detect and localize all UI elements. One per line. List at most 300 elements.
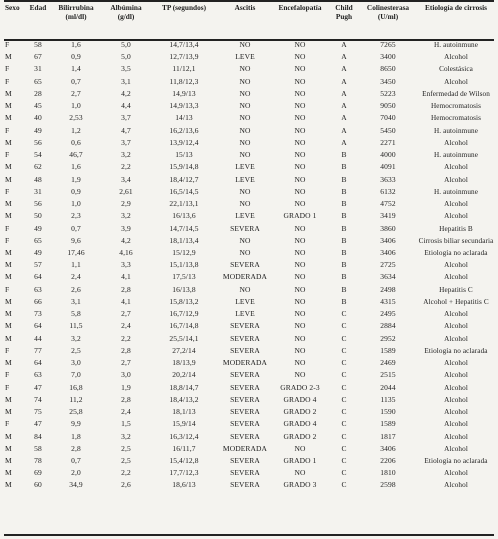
cell-albumina: 2,2 bbox=[121, 162, 131, 172]
cell-ascitis: NO bbox=[239, 235, 251, 245]
table-row bbox=[3, 39, 495, 51]
cell-bilirrubina: 2,4 bbox=[71, 272, 81, 282]
cell-child-pugh: A bbox=[341, 113, 347, 123]
cell-sexo: M bbox=[5, 309, 12, 319]
cell-ascitis: MODERADA bbox=[222, 358, 268, 368]
bottom-rule bbox=[4, 534, 494, 536]
cell-sexo: M bbox=[5, 407, 12, 417]
cell-tp: 18,4/13,2 bbox=[169, 394, 199, 404]
cell-sexo: M bbox=[5, 431, 12, 441]
cell-bilirrubina: 17,46 bbox=[67, 247, 85, 257]
cell-sexo: F bbox=[5, 40, 10, 49]
cell-sexo: M bbox=[5, 88, 12, 98]
cell-albumina: 2,61 bbox=[119, 186, 133, 196]
cell-colinesterasa: 1135 bbox=[380, 394, 396, 404]
cell-edad: 77 bbox=[34, 345, 42, 355]
cell-encefalopatia: GRADO 2 bbox=[283, 431, 317, 441]
cell-sexo: M bbox=[5, 211, 12, 221]
cell-edad: 60 bbox=[34, 480, 42, 490]
cell-sexo: F bbox=[5, 76, 10, 86]
cell-albumina: 2,7 bbox=[121, 309, 131, 319]
cell-albumina: 3,3 bbox=[121, 260, 131, 270]
cell-sexo: M bbox=[5, 296, 12, 306]
cell-encefalopatia: GRADO 1 bbox=[283, 211, 317, 221]
cell-albumina: 4,7 bbox=[121, 125, 131, 135]
cell-child-pugh: C bbox=[341, 358, 347, 368]
cell-albumina: 3,7 bbox=[121, 137, 131, 147]
cell-child-pugh: B bbox=[341, 150, 347, 160]
cell-child-pugh: C bbox=[341, 455, 347, 465]
cell-albumina: 3,7 bbox=[121, 113, 131, 123]
cell-bilirrubina: 7,0 bbox=[71, 370, 81, 380]
cell-sexo: M bbox=[5, 443, 12, 453]
cell-bilirrubina: 0,9 bbox=[71, 186, 81, 196]
table-row bbox=[3, 149, 495, 161]
cell-etiologia: Alcohol bbox=[444, 420, 468, 429]
cell-albumina: 5,0 bbox=[121, 40, 131, 49]
cell-sexo: F bbox=[5, 284, 10, 294]
cell-ascitis: NO bbox=[239, 137, 251, 147]
cell-albumina: 3,2 bbox=[121, 211, 131, 221]
cell-colinesterasa: 3406 bbox=[380, 247, 396, 257]
cell-albumina: 2,2 bbox=[121, 468, 131, 478]
cell-bilirrubina: 0,7 bbox=[71, 76, 81, 86]
table-header bbox=[3, 2, 495, 39]
cell-child-pugh: C bbox=[341, 394, 347, 404]
cell-encefalopatia: NO bbox=[294, 174, 306, 184]
cell-sexo: M bbox=[5, 455, 12, 465]
table-row bbox=[3, 418, 495, 430]
cell-edad: 48 bbox=[34, 174, 42, 184]
cell-bilirrubina: 1,9 bbox=[71, 174, 81, 184]
cell-child-pugh: C bbox=[341, 431, 347, 441]
cell-child-pugh: C bbox=[341, 333, 347, 343]
header-ascitis: Ascitis bbox=[234, 3, 256, 12]
cell-colinesterasa: 7040 bbox=[380, 113, 396, 123]
cell-colinesterasa: 6132 bbox=[380, 186, 396, 196]
cell-etiologia: Alcohol bbox=[444, 310, 468, 319]
cell-edad: 64 bbox=[34, 321, 42, 331]
cell-etiologia: Hemocromatosis bbox=[430, 114, 482, 123]
cell-child-pugh: B bbox=[341, 296, 347, 306]
cell-child-pugh: C bbox=[341, 309, 347, 319]
cell-etiologia: Alcohol bbox=[444, 432, 468, 441]
header-colinesterasa: Colinesterasa (U/ml) bbox=[366, 3, 410, 21]
cell-ascitis: SEVERA bbox=[230, 394, 260, 404]
cell-tp: 15,4/12,8 bbox=[169, 455, 199, 465]
cell-bilirrubina: 2,0 bbox=[71, 468, 81, 478]
cell-colinesterasa: 2044 bbox=[380, 382, 396, 392]
cell-sexo: M bbox=[5, 333, 12, 343]
cell-child-pugh: B bbox=[341, 223, 347, 233]
cell-child-pugh: B bbox=[341, 272, 347, 282]
cell-albumina: 2,2 bbox=[121, 333, 131, 343]
cell-sexo: M bbox=[5, 247, 12, 257]
table-row bbox=[3, 345, 495, 357]
cell-sexo: M bbox=[5, 162, 12, 172]
cell-child-pugh: B bbox=[341, 211, 347, 221]
cell-tp: 18,6/13 bbox=[172, 480, 196, 490]
cell-encefalopatia: NO bbox=[294, 284, 306, 294]
cell-colinesterasa: 3634 bbox=[380, 272, 396, 282]
cell-edad: 28 bbox=[34, 88, 42, 98]
cell-ascitis: NO bbox=[239, 101, 251, 111]
cell-colinesterasa: 3400 bbox=[380, 52, 396, 62]
cell-tp: 16,5/14,5 bbox=[169, 186, 199, 196]
cell-child-pugh: B bbox=[341, 235, 347, 245]
cell-etiologia: Alcohol bbox=[444, 444, 468, 453]
cell-ascitis: MODERADA bbox=[222, 272, 268, 282]
cell-child-pugh: B bbox=[341, 247, 347, 257]
cell-bilirrubina: 1,1 bbox=[71, 260, 81, 270]
cell-ascitis: NO bbox=[239, 186, 251, 196]
cell-colinesterasa: 5223 bbox=[380, 88, 396, 98]
cell-edad: 75 bbox=[34, 407, 42, 417]
cell-bilirrubina: 0,7 bbox=[71, 223, 81, 233]
cell-etiologia: Alcohol bbox=[444, 359, 468, 368]
cell-etiologia: Alcohol bbox=[444, 261, 468, 270]
cell-tp: 14/13 bbox=[175, 113, 193, 123]
cell-bilirrubina: 25,8 bbox=[69, 407, 83, 417]
cell-etiologia: Alcohol bbox=[444, 175, 468, 184]
table-row bbox=[3, 467, 495, 479]
cell-encefalopatia: NO bbox=[294, 137, 306, 147]
cell-bilirrubina: 2,7 bbox=[71, 88, 81, 98]
cell-etiologia: H. autoinmune bbox=[433, 187, 479, 196]
cell-encefalopatia: NO bbox=[294, 186, 306, 196]
cell-encefalopatia: NO bbox=[294, 150, 306, 160]
cell-edad: 62 bbox=[34, 162, 42, 172]
cell-tp: 16,3/12,4 bbox=[169, 431, 199, 441]
cell-edad: 73 bbox=[34, 309, 42, 319]
table-row bbox=[3, 76, 495, 88]
table-row bbox=[3, 455, 495, 467]
cell-ascitis: NO bbox=[239, 247, 251, 257]
cell-tp: 15,9/14,8 bbox=[169, 162, 199, 172]
cell-tp: 11/12,1 bbox=[172, 64, 196, 74]
cell-albumina: 3,4 bbox=[121, 174, 131, 184]
cell-child-pugh: C bbox=[341, 443, 347, 453]
cell-edad: 47 bbox=[34, 419, 42, 429]
cell-child-pugh: B bbox=[341, 284, 347, 294]
cell-albumina: 2,6 bbox=[121, 480, 131, 490]
cell-encefalopatia: NO bbox=[294, 272, 306, 282]
cell-sexo: M bbox=[5, 468, 12, 478]
cell-bilirrubina: 3,1 bbox=[71, 296, 81, 306]
cell-sexo: F bbox=[5, 125, 10, 135]
cell-albumina: 2,8 bbox=[121, 284, 131, 294]
table-row bbox=[3, 223, 495, 235]
cell-encefalopatia: NO bbox=[294, 358, 306, 368]
cell-child-pugh: C bbox=[341, 321, 347, 331]
cell-albumina: 5,0 bbox=[121, 52, 131, 62]
cell-bilirrubina: 2,8 bbox=[71, 443, 81, 453]
cell-ascitis: MODERADA bbox=[222, 443, 268, 453]
cell-etiologia: Hepatitis C bbox=[439, 285, 473, 294]
cell-colinesterasa: 2884 bbox=[380, 321, 396, 331]
cell-albumina: 3,1 bbox=[121, 76, 131, 86]
cell-bilirrubina: 1,0 bbox=[71, 101, 81, 111]
cell-bilirrubina: 3,2 bbox=[71, 333, 81, 343]
cell-bilirrubina: 0,7 bbox=[71, 455, 81, 465]
cell-sexo: F bbox=[5, 235, 10, 245]
cell-ascitis: LEVE bbox=[235, 52, 255, 62]
cell-child-pugh: A bbox=[341, 125, 347, 135]
table-row bbox=[3, 296, 495, 308]
cell-colinesterasa: 2952 bbox=[380, 333, 396, 343]
cell-etiologia: Alcohol bbox=[444, 371, 468, 380]
table-row bbox=[3, 271, 495, 283]
table-row bbox=[3, 431, 495, 443]
cell-etiologia: Alcohol + Hepatitis C bbox=[423, 297, 489, 306]
cell-tp: 15/12,9 bbox=[172, 247, 196, 257]
cell-tp: 20,2/14 bbox=[172, 370, 196, 380]
cell-sexo: M bbox=[5, 199, 12, 209]
cell-albumina: 4,1 bbox=[121, 272, 131, 282]
cell-ascitis: LEVE bbox=[235, 162, 255, 172]
cell-albumina: 2,7 bbox=[121, 358, 131, 368]
cell-tp: 13,9/12,4 bbox=[169, 137, 199, 147]
cell-bilirrubina: 0,6 bbox=[71, 137, 81, 147]
cell-encefalopatia: NO bbox=[294, 468, 306, 478]
cell-tp: 17,7/12,3 bbox=[169, 468, 199, 478]
cell-sexo: M bbox=[5, 101, 12, 111]
cell-child-pugh: B bbox=[341, 174, 347, 184]
cell-encefalopatia: NO bbox=[294, 333, 306, 343]
cell-encefalopatia: NO bbox=[294, 235, 306, 245]
cell-colinesterasa: 3406 bbox=[380, 235, 396, 245]
cell-etiologia: Hemocromatosis bbox=[430, 102, 482, 111]
cell-albumina: 3,2 bbox=[121, 431, 131, 441]
cell-bilirrubina: 1,6 bbox=[71, 162, 81, 172]
cell-ascitis: NO bbox=[239, 125, 251, 135]
cell-ascitis: SEVERA bbox=[230, 468, 260, 478]
cell-edad: 47 bbox=[34, 382, 42, 392]
cell-etiologia: Alcohol bbox=[444, 469, 468, 478]
cell-colinesterasa: 4000 bbox=[380, 150, 396, 160]
cell-colinesterasa: 9050 bbox=[380, 101, 396, 111]
cell-tp: 15,1/13,8 bbox=[169, 260, 199, 270]
cell-ascitis: LEVE bbox=[235, 211, 255, 221]
table-row bbox=[3, 186, 495, 198]
cell-tp: 16/11,7 bbox=[172, 443, 196, 453]
cell-edad: 58 bbox=[34, 443, 42, 453]
cell-child-pugh: A bbox=[341, 101, 347, 111]
cell-tp: 12,7/13,9 bbox=[169, 52, 199, 62]
cell-etiologia: Alcohol bbox=[444, 383, 468, 392]
cell-bilirrubina: 5,8 bbox=[71, 309, 81, 319]
cell-ascitis: SEVERA bbox=[230, 223, 260, 233]
cell-colinesterasa: 3419 bbox=[380, 211, 396, 221]
cell-etiologia: H. autoinmune bbox=[433, 41, 479, 49]
cell-albumina: 4,1 bbox=[121, 296, 131, 306]
cell-albumina: 2,5 bbox=[121, 455, 131, 465]
cell-albumina: 4,2 bbox=[121, 235, 131, 245]
cell-ascitis: LEVE bbox=[235, 309, 255, 319]
cell-tp: 16,7/12,9 bbox=[169, 309, 199, 319]
table-row bbox=[3, 112, 495, 124]
cell-edad: 45 bbox=[34, 101, 42, 111]
cell-ascitis: NO bbox=[239, 284, 251, 294]
cell-tp: 18,4/12,7 bbox=[169, 174, 199, 184]
cell-edad: 54 bbox=[34, 150, 42, 160]
cell-child-pugh: C bbox=[341, 419, 347, 429]
cell-albumina: 3,0 bbox=[121, 370, 131, 380]
cell-edad: 49 bbox=[34, 247, 42, 257]
cell-albumina: 1,5 bbox=[121, 419, 131, 429]
cell-child-pugh: A bbox=[341, 40, 347, 49]
cell-colinesterasa: 1810 bbox=[380, 468, 396, 478]
cell-edad: 31 bbox=[34, 64, 42, 74]
cell-bilirrubina: 3,0 bbox=[71, 358, 81, 368]
table-body bbox=[3, 39, 495, 492]
cell-sexo: F bbox=[5, 345, 10, 355]
cell-encefalopatia: NO bbox=[294, 101, 306, 111]
cell-edad: 31 bbox=[34, 186, 42, 196]
cell-tp: 18,1/13 bbox=[172, 407, 196, 417]
cell-encefalopatia: NO bbox=[294, 321, 306, 331]
table-row bbox=[3, 284, 495, 296]
table-row bbox=[3, 247, 495, 259]
cell-bilirrubina: 1,2 bbox=[71, 125, 81, 135]
cell-child-pugh: A bbox=[341, 52, 347, 62]
cell-encefalopatia: NO bbox=[294, 88, 306, 98]
cell-colinesterasa: 8650 bbox=[380, 64, 396, 74]
cell-ascitis: NO bbox=[239, 64, 251, 74]
cell-child-pugh: A bbox=[341, 64, 347, 74]
cell-bilirrubina: 1,4 bbox=[71, 64, 81, 74]
cell-child-pugh: A bbox=[341, 88, 347, 98]
cell-edad: 56 bbox=[34, 137, 42, 147]
cell-tp: 11,8/12,3 bbox=[169, 76, 199, 86]
cell-etiologia: Alcohol bbox=[444, 273, 468, 282]
cell-edad: 49 bbox=[34, 125, 42, 135]
cell-encefalopatia: NO bbox=[294, 125, 306, 135]
cell-bilirrubina: 0,9 bbox=[71, 52, 81, 62]
cell-child-pugh: B bbox=[341, 199, 347, 209]
cell-sexo: M bbox=[5, 272, 12, 282]
cell-albumina: 2,8 bbox=[121, 345, 131, 355]
cell-colinesterasa: 2515 bbox=[380, 370, 396, 380]
cell-bilirrubina: 2,6 bbox=[71, 284, 81, 294]
cell-sexo: M bbox=[5, 174, 12, 184]
cell-edad: 65 bbox=[34, 235, 42, 245]
cell-edad: 64 bbox=[34, 272, 42, 282]
cell-etiologia: H. autoinmune bbox=[433, 151, 479, 160]
cell-tp: 15/13 bbox=[175, 150, 193, 160]
table-row bbox=[3, 100, 495, 112]
cell-ascitis: NO bbox=[239, 40, 251, 49]
cell-colinesterasa: 1590 bbox=[380, 407, 396, 417]
cell-sexo: M bbox=[5, 137, 12, 147]
cell-ascitis: SEVERA bbox=[230, 260, 260, 270]
cell-tp: 14,9/13 bbox=[172, 88, 196, 98]
cell-bilirrubina: 11,2 bbox=[69, 394, 83, 404]
table-row bbox=[3, 137, 495, 149]
cell-ascitis: SEVERA bbox=[230, 345, 260, 355]
cell-tp: 16/13,8 bbox=[172, 284, 196, 294]
cell-ascitis: SEVERA bbox=[230, 455, 260, 465]
cell-edad: 66 bbox=[34, 296, 42, 306]
cell-tp: 22,1/13,1 bbox=[169, 199, 199, 209]
cell-edad: 57 bbox=[34, 260, 42, 270]
cell-encefalopatia: NO bbox=[294, 64, 306, 74]
cell-encefalopatia: NO bbox=[294, 260, 306, 270]
cell-bilirrubina: 11,5 bbox=[69, 321, 83, 331]
cell-albumina: 4,2 bbox=[121, 88, 131, 98]
cell-etiologia: Hepatitis B bbox=[439, 224, 473, 233]
cell-encefalopatia: NO bbox=[294, 296, 306, 306]
cell-edad: 63 bbox=[34, 370, 42, 380]
cell-ascitis: SEVERA bbox=[230, 419, 260, 429]
table-row bbox=[3, 333, 495, 345]
cell-sexo: F bbox=[5, 150, 10, 160]
cell-albumina: 1,9 bbox=[121, 382, 131, 392]
header-bilirrubina: Bilirrubina (ml/dl) bbox=[58, 3, 94, 21]
cell-tp: 18,1/13,4 bbox=[169, 235, 199, 245]
table-row bbox=[3, 198, 495, 210]
cell-ascitis: NO bbox=[239, 199, 251, 209]
header-etiologia: Etiología de cirrosis bbox=[425, 3, 487, 12]
cell-encefalopatia: NO bbox=[294, 443, 306, 453]
cell-etiologia: Alcohol bbox=[444, 322, 468, 331]
cell-tp: 25,5/14,1 bbox=[169, 333, 199, 343]
cell-sexo: M bbox=[5, 260, 12, 270]
cell-bilirrubina: 1,8 bbox=[71, 431, 81, 441]
cell-ascitis: SEVERA bbox=[230, 480, 260, 490]
cell-child-pugh: B bbox=[341, 162, 347, 172]
cell-encefalopatia: NO bbox=[294, 370, 306, 380]
cell-tp: 16,2/13,6 bbox=[169, 125, 199, 135]
cell-child-pugh: A bbox=[341, 76, 347, 86]
cell-bilirrubina: 1,0 bbox=[71, 199, 81, 209]
cell-encefalopatia: NO bbox=[294, 113, 306, 123]
table-row bbox=[3, 320, 495, 332]
cell-ascitis: NO bbox=[239, 88, 251, 98]
cell-tp: 14,7/14,5 bbox=[169, 223, 199, 233]
cell-colinesterasa: 2206 bbox=[380, 455, 396, 465]
cell-edad: 67 bbox=[34, 52, 42, 62]
cell-etiologia: Alcohol bbox=[444, 408, 468, 417]
cell-etiologia: Alcohol bbox=[444, 481, 468, 490]
cell-bilirrubina: 2,3 bbox=[71, 211, 81, 221]
cell-albumina: 2,4 bbox=[121, 407, 131, 417]
cell-etiologia: Cirrosis biliar secundaria bbox=[418, 236, 494, 245]
cell-edad: 78 bbox=[34, 455, 42, 465]
cell-edad: 50 bbox=[34, 211, 42, 221]
table-row bbox=[3, 235, 495, 247]
cell-etiologia: Colestásica bbox=[439, 65, 473, 74]
cell-colinesterasa: 7265 bbox=[380, 40, 396, 49]
header-sexo: Sexo bbox=[5, 3, 20, 12]
table-row bbox=[3, 369, 495, 381]
table-row bbox=[3, 210, 495, 222]
cell-ascitis: LEVE bbox=[235, 174, 255, 184]
cell-etiologia: Alcohol bbox=[444, 53, 468, 62]
cell-encefalopatia: GRADO 3 bbox=[283, 480, 317, 490]
cell-child-pugh: C bbox=[341, 480, 347, 490]
cell-etiologia: Alcohol bbox=[444, 163, 468, 172]
cell-colinesterasa: 2598 bbox=[380, 480, 396, 490]
cell-sexo: M bbox=[5, 358, 12, 368]
cell-edad: 58 bbox=[34, 40, 42, 49]
cell-ascitis: SEVERA bbox=[230, 382, 260, 392]
cell-encefalopatia: NO bbox=[294, 223, 306, 233]
table-row bbox=[3, 443, 495, 455]
cell-colinesterasa: 5450 bbox=[380, 125, 396, 135]
cell-etiologia: Alcohol bbox=[444, 395, 468, 404]
cell-ascitis: SEVERA bbox=[230, 370, 260, 380]
